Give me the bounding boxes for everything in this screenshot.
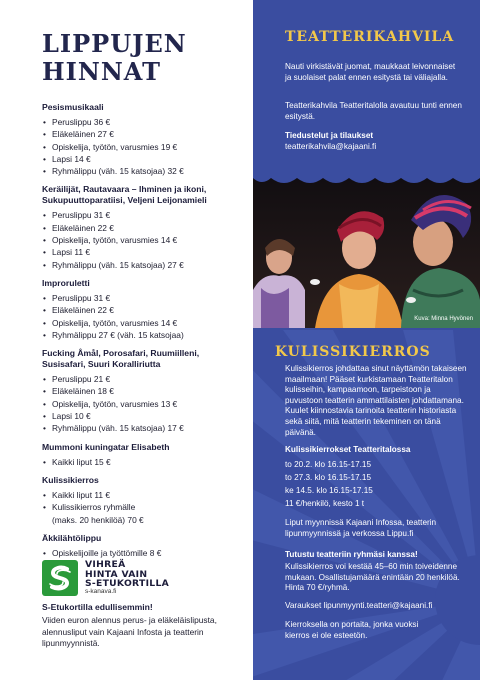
price-category-name: Fucking Åmål, Porosafari, Ruumiilleni, Susisafari, Suuri Koralliriutta (42, 348, 200, 370)
price-item: • Opiskelijoille ja työttömille 8 € (42, 547, 241, 559)
theatre-photo (253, 160, 480, 328)
price-item: • Lapsi 10 € (42, 410, 241, 422)
price-category (42, 442, 241, 468)
price-list (42, 373, 241, 434)
price-list (42, 292, 241, 341)
price-item: • Peruslippu 36 € (42, 116, 241, 128)
price-item: • Eläkeläinen 18 € (42, 385, 241, 397)
s-kanava-text (85, 560, 169, 589)
price-list (42, 116, 241, 177)
backstage-tour-description: Kulissikierros johdattaa sinut näyttämön takaiseen maailmaan! Pääset kurkistamaan Teatteritalon kulisseihin, kampaamoon, tarpeistoon ja puvustoon teatterin ammattilaisten johdattamana. Kuulet kiinnostavia tarinoita teatterin historiasta sekä siitä, mitä teatterin tekeminen on tänä päivänä. (285, 364, 467, 437)
price-category (42, 348, 241, 434)
title-line-2: HINNAT (42, 57, 161, 86)
price-item: • Peruslippu 21 € (42, 373, 241, 385)
s-kanava-domain: s-kanava.fi (85, 588, 117, 595)
cafe-inquiries-label: Tiedustelut ja tilaukset (285, 131, 374, 140)
backstage-tour-heading: KULISSIKIERROS (275, 344, 431, 360)
price-item: • Opiskelija, työtön, varusmies 14 € (42, 317, 241, 329)
tour-date: to 20.2. klo 16.15-17.15 (285, 460, 372, 469)
cafe-opening-info: Teatterikahvila Teatteritalolla avautuu tunti ennen esitystä. (285, 101, 462, 121)
title-line-1: LIPPUJEN (42, 29, 187, 58)
tour-price: 11 €/henkilö, kesto 1 t (285, 499, 365, 508)
price-item: • Eläkeläinen 22 € (42, 222, 241, 234)
page-title (42, 30, 241, 86)
price-category-name: Improruletti (42, 277, 90, 288)
cafe-email-link[interactable]: teatterikahvila@kajaani.fi (285, 142, 377, 151)
tour-date: to 27.3. klo 16.15-17.15 (285, 473, 372, 482)
price-item: • Kaikki liput 15 € (42, 456, 241, 468)
tickets-info: Liput myynnissä Kajaani Infossa, teatterin lipunmyynnissä ja verkossa Lippu.fi (285, 518, 437, 538)
s-logo-icon (42, 560, 78, 596)
price-category (42, 533, 241, 559)
price-item: (maks. 20 henkilöä) 70 € (52, 514, 144, 525)
group-info: Kulissikierros voi kestää 45–60 min toiveidenne mukaan. Osallistujamäärä enintään 20 henkilöä. Hinta 70 €/ryhmä. (285, 562, 460, 593)
photo-credit: Kuva: Minna Hyvönen (414, 316, 473, 322)
price-item: • Eläkeläinen 27 € (42, 128, 241, 140)
price-categories (42, 102, 241, 559)
price-category-name: Äkkilähtölippu (42, 532, 102, 543)
s-kanava-line-2: HINTA VAIN (85, 568, 148, 580)
price-list (42, 547, 241, 559)
price-category (42, 102, 241, 177)
price-item: • Ryhmälippu (väh. 15 katsojaa) 17 € (42, 422, 241, 434)
price-item: • Ryhmälippu (väh. 15 katsojaa) 32 € (42, 165, 241, 177)
price-category-name: Pesismusikaali (42, 102, 104, 112)
price-item: • Kulissikierros ryhmälle (42, 501, 241, 513)
benefit-title: S-Etukortilla edullisemmin! (42, 602, 153, 612)
price-category-name: Keräilijät, Rautavaara – Ihminen ja ikoni, Sukupuuttoparatiisi, Veljeni Leijonamieli (42, 184, 207, 206)
price-item: • Peruslippu 31 € (42, 209, 241, 221)
price-item: • Kaikki liput 11 € (42, 489, 241, 501)
cafe-description: Nauti virkistävät juomat, maukkaat leivonnaiset ja suolaiset palat ennen esitystä tai väliajalla. (285, 62, 456, 82)
price-item: • Lapsi 11 € (42, 246, 241, 258)
price-category (42, 278, 241, 341)
info-column (253, 0, 480, 680)
price-item: • Ryhmälippu 27 € (väh. 15 katsojaa) (42, 329, 241, 341)
benefit-section (42, 601, 247, 650)
price-item: • Opiskelija, työtön, varusmies 13 € (42, 398, 241, 410)
accessibility-note: Kierroksella on portaita, jonka vuoksi kierros ei ole esteetön. (285, 620, 419, 640)
tour-date: ke 14.5. klo 16.15-17.15 (285, 486, 373, 495)
price-category (42, 475, 241, 526)
tour-dates-heading: Kulissikierrokset Teatteritalossa (285, 445, 411, 454)
tour-dates-list (285, 458, 373, 497)
price-item: • Peruslippu 31 € (42, 292, 241, 304)
info-content (253, 0, 480, 680)
price-list (42, 209, 241, 270)
s-kanava-banner (42, 560, 242, 598)
price-item: • Lapsi 14 € (42, 153, 241, 165)
price-item: • Opiskelija, työtön, varusmies 14 € (42, 234, 241, 246)
benefit-text: Viiden euron alennus perus- ja eläkeläislipusta, alennusliput vain Kajaani Infosta ja teatterin lipunmyynnistä. (42, 615, 217, 649)
price-item: • Opiskelija, työtön, varusmies 19 € (42, 141, 241, 153)
price-category-name: Mummoni kuningatar Elisabeth (42, 441, 170, 452)
price-item: • Eläkeläinen 22 € (42, 304, 241, 316)
price-list (42, 456, 241, 468)
price-list (42, 489, 241, 526)
cafe-heading: TEATTERIKAHVILA (285, 29, 455, 45)
s-kanava-line-3: S-ETUKORTILLA (85, 578, 170, 590)
s-kanava-line-1: VIHREÄ (85, 559, 126, 570)
booking-email-link[interactable]: Varaukset lipunmyynti.teatteri@kajaani.fi (285, 601, 433, 610)
price-item: • Ryhmälippu (väh. 15 katsojaa) 27 € (42, 259, 241, 271)
price-category (42, 184, 241, 270)
group-heading: Tutustu teatteriin ryhmäsi kanssa! (285, 550, 418, 559)
price-category-name: Kulissikierros (42, 474, 99, 485)
